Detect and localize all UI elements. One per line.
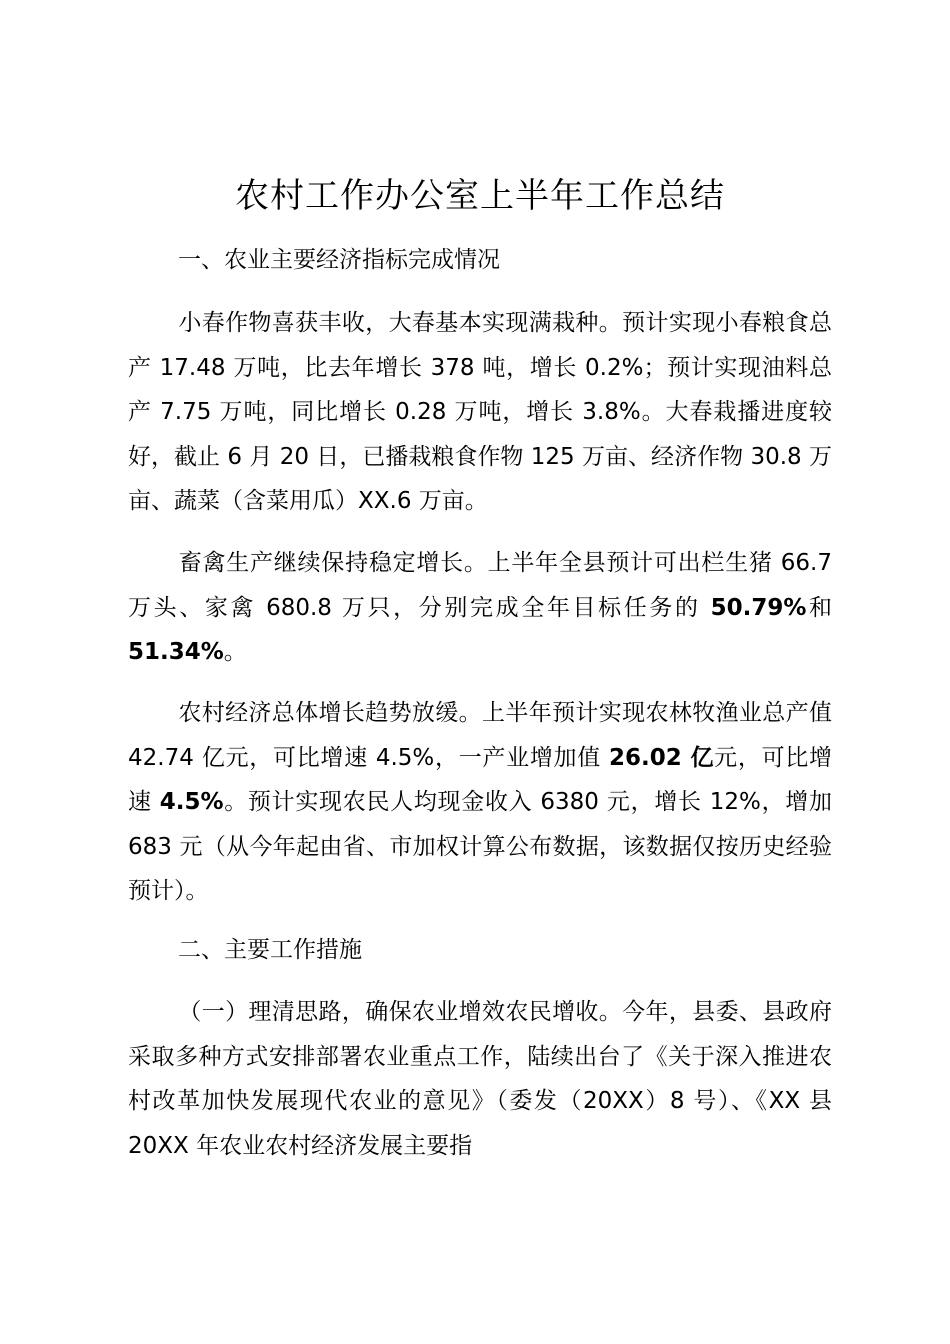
paragraph-measures-text: （一）理清思路，确保农业增效农民增收。今年，县委、县政府采取多种方式安排部署农业重点工作，陆续出台了《关于深入推进农村改革加快发展现代农业的意见》（委发（20XX）8 号）、《XX 县 20XX 年农业农村经济发展主要指	[128, 999, 832, 1159]
section-heading-2: 二、主要工作措施	[178, 937, 362, 963]
paragraph-livestock-joiner: 和	[806, 594, 833, 621]
paragraph-livestock-text: 畜禽生产继续保持稳定增长。上半年全县预计可出栏生猪 66.7 万头、家禽 680.8 万只，分别完成全年目标任务的	[128, 550, 832, 621]
document-title: 农村工作办公室上半年工作总结	[235, 176, 725, 216]
paragraph-crops-text: 小春作物喜获丰收，大春基本实现满栽种。预计实现小春粮食总产 17.48 万吨，比去年增长 378 吨，增长 0.2%；预计实现油料总产 7.75 万吨，同比增长 0.28 万吨，增长 3.8%。大春栽播进度较好，截止 6 月 20 日，已播栽粮食作物 125 万亩、经济作物 30.8 万亩、蔬菜（含菜用瓜）XX.6 万亩。	[128, 310, 832, 514]
paragraph-economy-text: 农村经济总体增长趋势放缓。上半年预计实现农林牧渔业总产值 42.74 亿元，可比增速 4.5%，一产业增加值	[128, 700, 832, 771]
bold-growth-rate: 4.5%	[159, 789, 224, 815]
paragraph-economy-end: 。预计实现农民人均现金收入 6380 元，增长 12%，增加 683 元（从今年起由省、市加权计算公布数据，该数据仅按历史经验预计）。	[128, 789, 832, 904]
bold-percent-pigs: 50.79%	[710, 594, 807, 621]
paragraph-measures	[128, 990, 832, 1168]
section-heading-1: 一、农业主要经济指标完成情况	[178, 247, 500, 273]
paragraph-economy	[128, 691, 832, 914]
paragraph-crops	[128, 301, 832, 524]
bold-percent-poultry: 51.34%	[128, 639, 224, 665]
paragraph-livestock-end: 。	[223, 639, 247, 665]
paragraph-livestock	[128, 541, 832, 675]
paragraph-economy-mid: 元，可比增速	[128, 744, 833, 815]
bold-value-added: 26.02 亿	[608, 744, 715, 771]
